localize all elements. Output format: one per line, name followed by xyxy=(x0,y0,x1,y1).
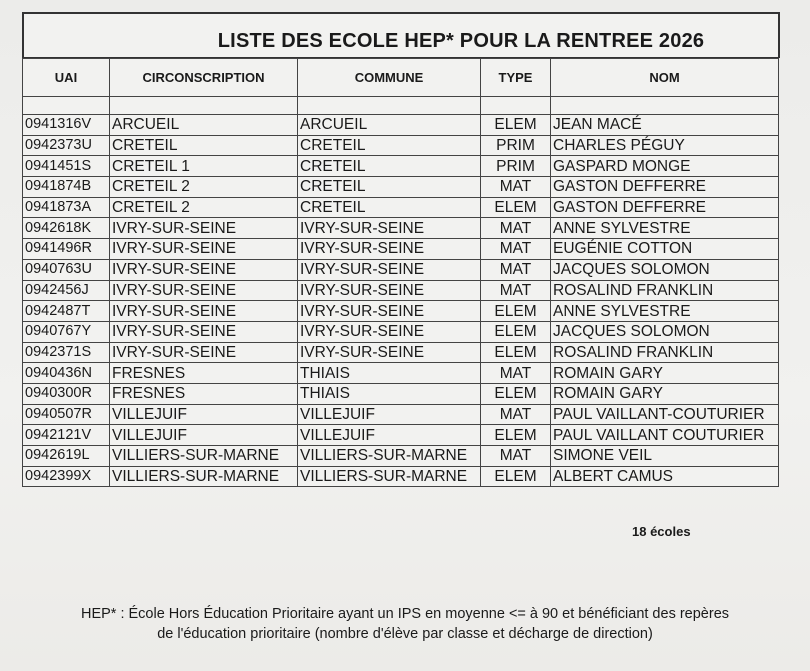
cell-nom: JACQUES SOLOMON xyxy=(551,321,779,342)
cell-nom: ROMAIN GARY xyxy=(551,383,779,404)
table-row xyxy=(23,404,779,425)
cell-uai: 0942399X xyxy=(23,466,110,487)
table-row xyxy=(23,259,779,280)
cell-commune: IVRY-SUR-SEINE xyxy=(298,321,481,342)
cell-type: MAT xyxy=(481,363,551,384)
cell-circonscription: VILLEJUIF xyxy=(110,404,298,425)
cell-nom: GASTON DEFFERRE xyxy=(551,177,779,198)
header-row xyxy=(23,59,779,97)
cell-circonscription: VILLIERS-SUR-MARNE xyxy=(110,466,298,487)
table-row xyxy=(23,446,779,467)
table-row xyxy=(23,156,779,177)
table-row xyxy=(23,135,779,156)
cell-circonscription: CRETEIL xyxy=(110,135,298,156)
table-title: LISTE DES ECOLE HEP* POUR LA RENTREE 2026 xyxy=(22,12,780,58)
table-row xyxy=(23,115,779,136)
table-row xyxy=(23,280,779,301)
cell-circonscription: IVRY-SUR-SEINE xyxy=(110,259,298,280)
cell-uai: 0942371S xyxy=(23,342,110,363)
cell-commune: IVRY-SUR-SEINE xyxy=(298,259,481,280)
cell-type: PRIM xyxy=(481,135,551,156)
cell-uai: 0942373U xyxy=(23,135,110,156)
cell-nom: SIMONE VEIL xyxy=(551,446,779,467)
cell-type: ELEM xyxy=(481,383,551,404)
cell-uai: 0942618K xyxy=(23,218,110,239)
cell-circonscription: CRETEIL 2 xyxy=(110,197,298,218)
footnote-line-2: de l'éducation prioritaire (nombre d'élève par classe et décharge de direction) xyxy=(157,626,653,642)
cell-type: MAT xyxy=(481,218,551,239)
table-row xyxy=(23,218,779,239)
cell-uai: 0940436N xyxy=(23,363,110,384)
cell-type: MAT xyxy=(481,239,551,260)
cell-commune: IVRY-SUR-SEINE xyxy=(298,342,481,363)
cell-uai: 0942487T xyxy=(23,301,110,322)
cell-circonscription: IVRY-SUR-SEINE xyxy=(110,301,298,322)
cell-nom: EUGÉNIE COTTON xyxy=(551,239,779,260)
table-row xyxy=(23,321,779,342)
cell-uai: 0940300R xyxy=(23,383,110,404)
cell-nom: ANNE SYLVESTRE xyxy=(551,301,779,322)
footnote-line-1: HEP* : École Hors Éducation Prioritaire ayant un IPS en moyenne <= à 90 et bénéficiant des repères xyxy=(80,606,730,622)
empty-cell xyxy=(551,97,779,115)
cell-commune: VILLIERS-SUR-MARNE xyxy=(298,466,481,487)
cell-nom: CHARLES PÉGUY xyxy=(551,135,779,156)
table-row xyxy=(23,177,779,198)
cell-uai: 0940767Y xyxy=(23,321,110,342)
cell-type: MAT xyxy=(481,404,551,425)
table-row xyxy=(23,197,779,218)
cell-type: ELEM xyxy=(481,466,551,487)
header-circonscription: CIRCONSCRIPTION xyxy=(110,59,298,97)
cell-commune: IVRY-SUR-SEINE xyxy=(298,280,481,301)
cell-uai: 0941874B xyxy=(23,177,110,198)
cell-nom: JACQUES SOLOMON xyxy=(551,259,779,280)
cell-nom: JEAN MACÉ xyxy=(551,115,779,136)
cell-circonscription: VILLEJUIF xyxy=(110,425,298,446)
cell-circonscription: CRETEIL 1 xyxy=(110,156,298,177)
cell-commune: CRETEIL xyxy=(298,197,481,218)
cell-commune: CRETEIL xyxy=(298,177,481,198)
table-row xyxy=(23,466,779,487)
cell-type: MAT xyxy=(481,259,551,280)
cell-commune: THIAIS xyxy=(298,383,481,404)
cell-type: ELEM xyxy=(481,301,551,322)
cell-commune: IVRY-SUR-SEINE xyxy=(298,218,481,239)
table-row xyxy=(23,342,779,363)
cell-commune: IVRY-SUR-SEINE xyxy=(298,301,481,322)
cell-commune: ARCUEIL xyxy=(298,115,481,136)
cell-circonscription: VILLIERS-SUR-MARNE xyxy=(110,446,298,467)
cell-circonscription: IVRY-SUR-SEINE xyxy=(110,280,298,301)
table-row xyxy=(23,363,779,384)
empty-cell xyxy=(298,97,481,115)
cell-circonscription: FRESNES xyxy=(110,363,298,384)
header-nom: NOM xyxy=(551,59,779,97)
empty-cell xyxy=(110,97,298,115)
cell-commune: VILLEJUIF xyxy=(298,425,481,446)
cell-nom: GASPARD MONGE xyxy=(551,156,779,177)
school-count: 18 écoles xyxy=(632,524,691,539)
cell-circonscription: FRESNES xyxy=(110,383,298,404)
cell-uai: 0941316V xyxy=(23,115,110,136)
cell-type: ELEM xyxy=(481,321,551,342)
header-type: TYPE xyxy=(481,59,551,97)
footnote xyxy=(0,604,810,644)
cell-commune: CRETEIL xyxy=(298,156,481,177)
empty-cell xyxy=(23,97,110,115)
cell-circonscription: CRETEIL 2 xyxy=(110,177,298,198)
cell-type: MAT xyxy=(481,280,551,301)
cell-type: PRIM xyxy=(481,156,551,177)
cell-type: ELEM xyxy=(481,115,551,136)
cell-uai: 0940763U xyxy=(23,259,110,280)
cell-circonscription: IVRY-SUR-SEINE xyxy=(110,239,298,260)
cell-type: MAT xyxy=(481,177,551,198)
cell-uai: 0941451S xyxy=(23,156,110,177)
empty-row xyxy=(23,97,779,115)
cell-nom: GASTON DEFFERRE xyxy=(551,197,779,218)
table-row xyxy=(23,301,779,322)
cell-uai: 0942456J xyxy=(23,280,110,301)
cell-type: MAT xyxy=(481,446,551,467)
empty-cell xyxy=(481,97,551,115)
cell-nom: ANNE SYLVESTRE xyxy=(551,218,779,239)
cell-type: ELEM xyxy=(481,342,551,363)
cell-type: ELEM xyxy=(481,425,551,446)
cell-nom: PAUL VAILLANT COUTURIER xyxy=(551,425,779,446)
cell-circonscription: IVRY-SUR-SEINE xyxy=(110,218,298,239)
cell-circonscription: IVRY-SUR-SEINE xyxy=(110,342,298,363)
cell-commune: THIAIS xyxy=(298,363,481,384)
cell-commune: IVRY-SUR-SEINE xyxy=(298,239,481,260)
cell-nom: PAUL VAILLANT-COUTURIER xyxy=(551,404,779,425)
header-commune: COMMUNE xyxy=(298,59,481,97)
cell-type: ELEM xyxy=(481,197,551,218)
cell-uai: 0942121V xyxy=(23,425,110,446)
table-row xyxy=(23,425,779,446)
schools-table-container xyxy=(22,12,780,487)
cell-uai: 0942619L xyxy=(23,446,110,467)
header-uai: UAI xyxy=(23,59,110,97)
cell-nom: ROSALIND FRANKLIN xyxy=(551,342,779,363)
cell-circonscription: IVRY-SUR-SEINE xyxy=(110,321,298,342)
cell-commune: VILLIERS-SUR-MARNE xyxy=(298,446,481,467)
cell-nom: ROMAIN GARY xyxy=(551,363,779,384)
cell-uai: 0941496R xyxy=(23,239,110,260)
cell-nom: ALBERT CAMUS xyxy=(551,466,779,487)
table-row xyxy=(23,239,779,260)
cell-circonscription: ARCUEIL xyxy=(110,115,298,136)
cell-uai: 0941873A xyxy=(23,197,110,218)
cell-commune: VILLEJUIF xyxy=(298,404,481,425)
cell-uai: 0940507R xyxy=(23,404,110,425)
cell-nom: ROSALIND FRANKLIN xyxy=(551,280,779,301)
cell-commune: CRETEIL xyxy=(298,135,481,156)
table-row xyxy=(23,383,779,404)
schools-table xyxy=(22,58,779,487)
